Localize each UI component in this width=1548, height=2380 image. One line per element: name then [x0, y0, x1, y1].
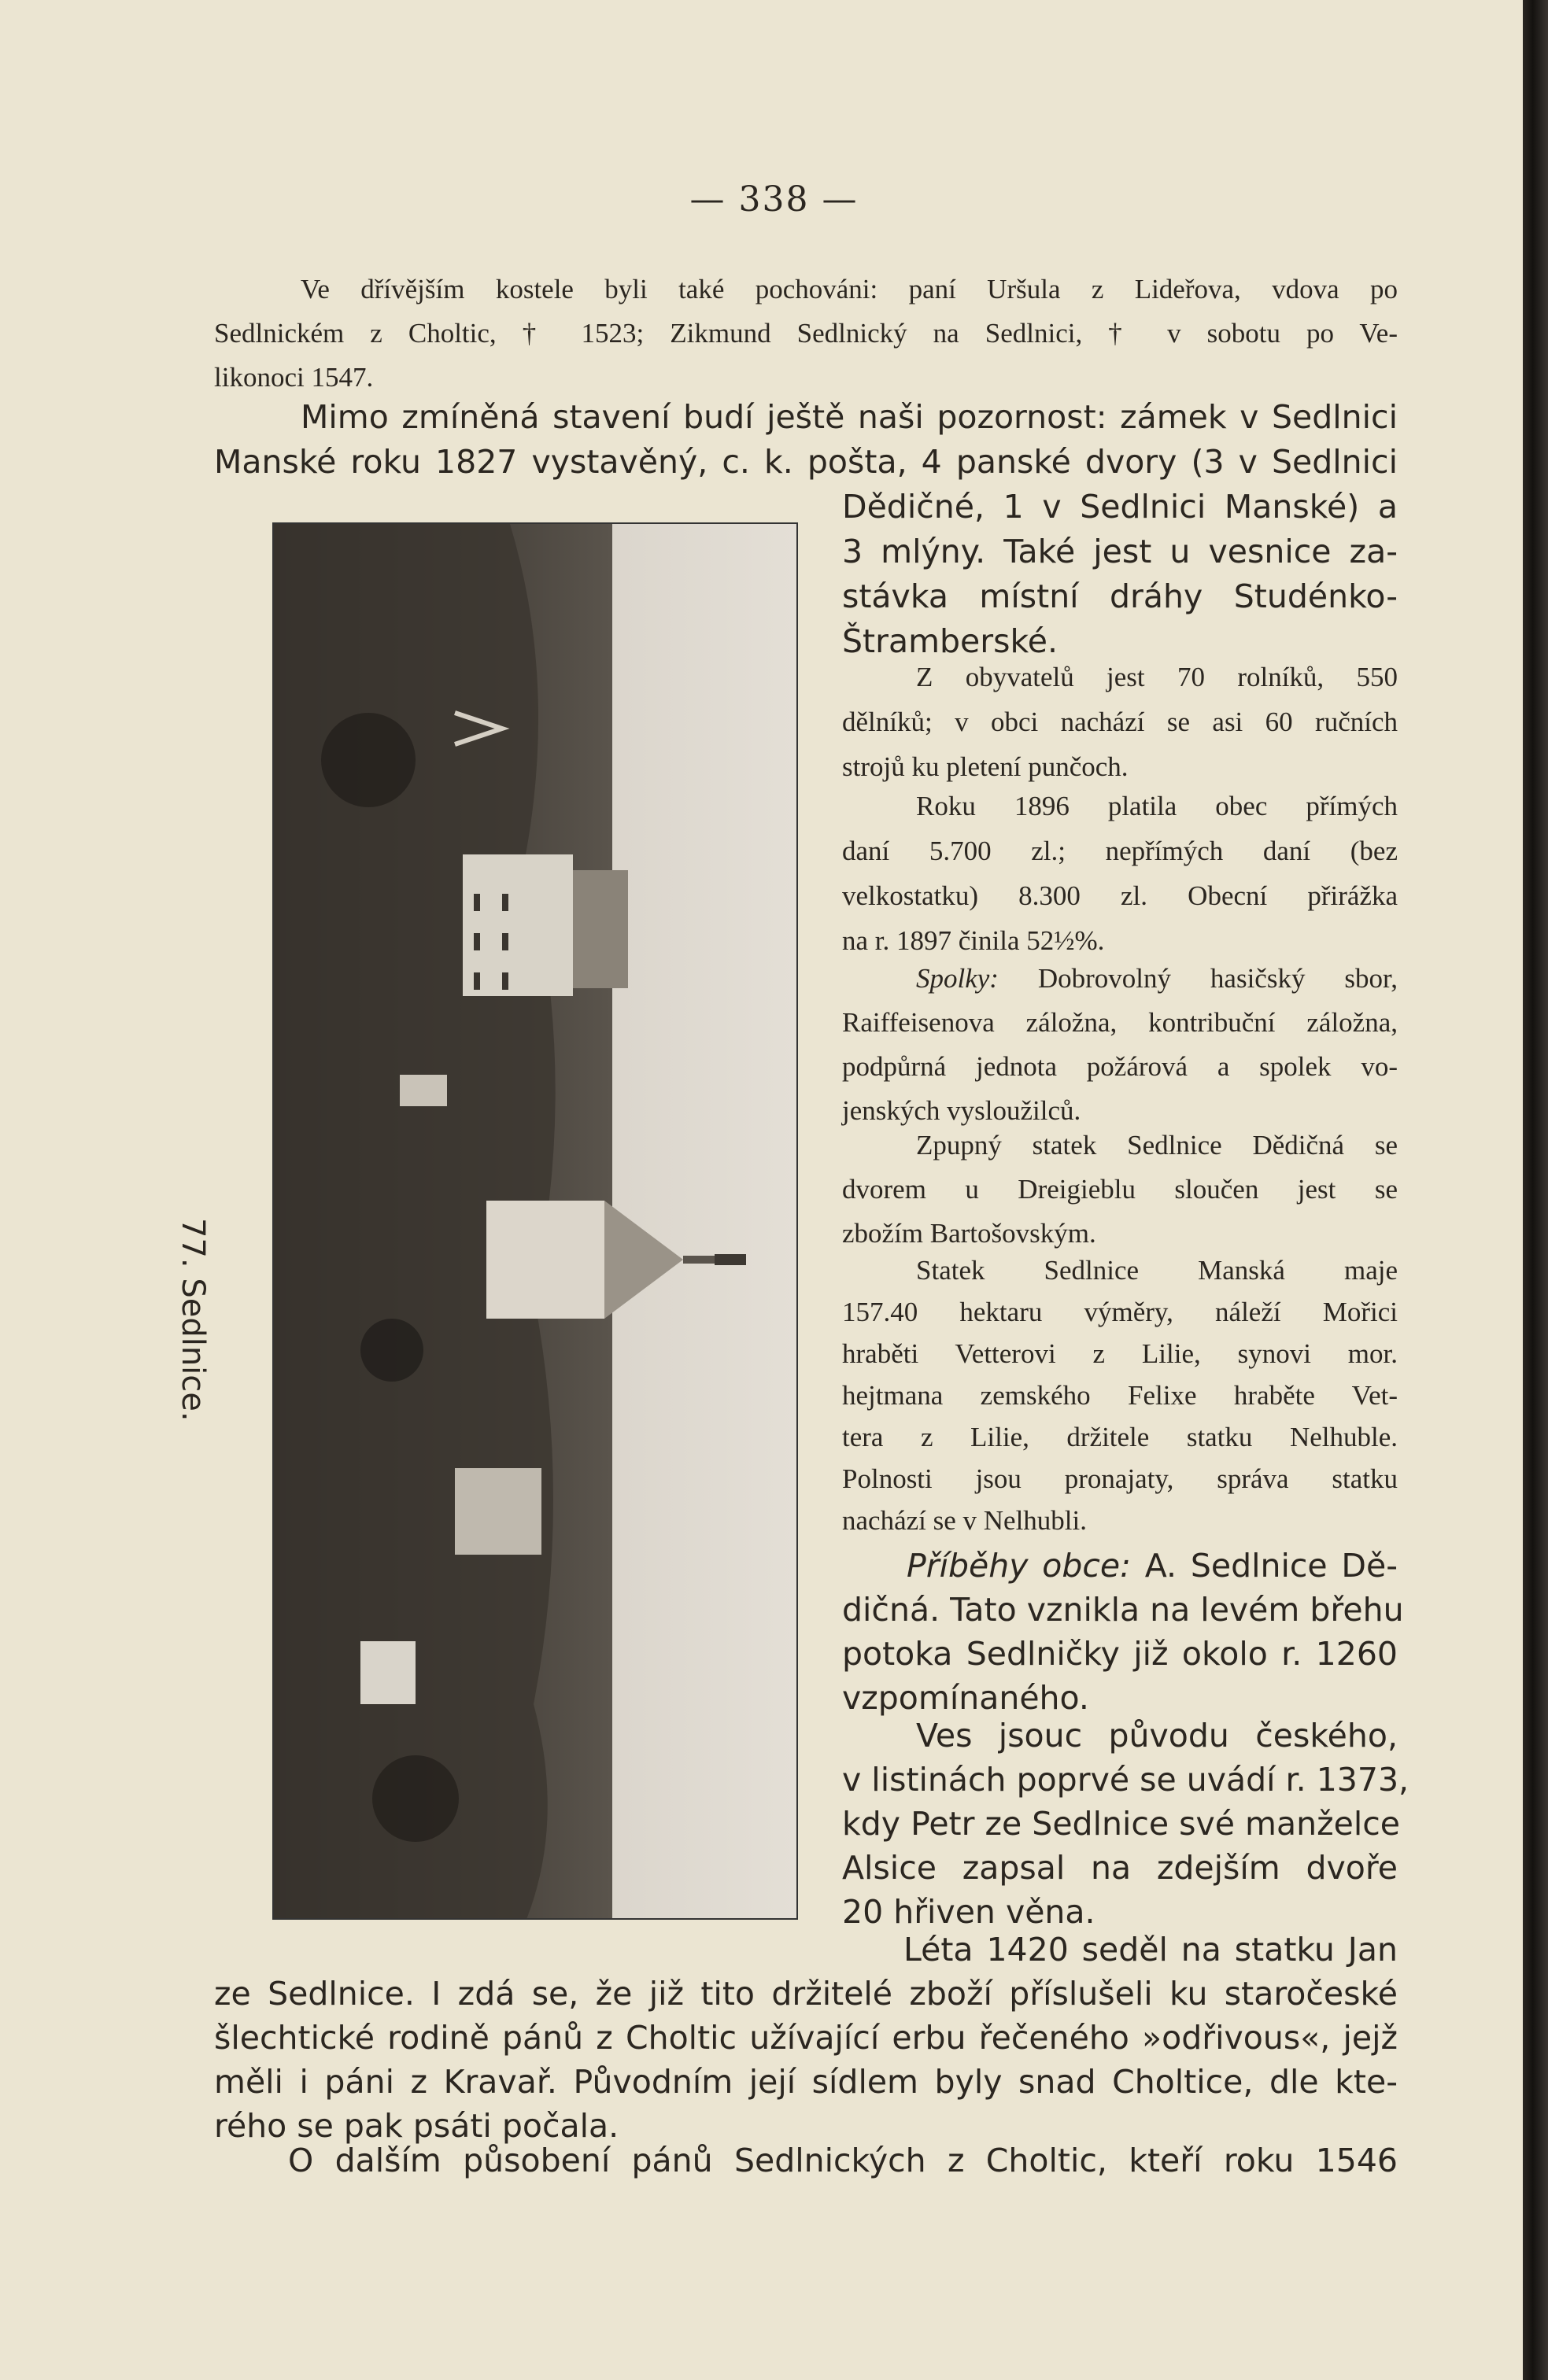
text-line: stávka místní dráhy Studénko- — [842, 577, 1398, 615]
text-line: na r. 1897 činila 52½%. — [842, 925, 1105, 956]
paragraph-taxes — [842, 784, 1398, 963]
text-line: potoka Sedlničky již okolo r. 1260 — [842, 1635, 1398, 1673]
paragraph-buildings-column — [842, 485, 1398, 664]
text-line: Ve dřívějším kostele byli také pochováni: paní Uršula z Lideřova, vdova po — [301, 274, 1398, 304]
paragraph-buildings — [214, 395, 1398, 485]
text-line: velkostatku) 8.300 zl. Obecní přirážka — [842, 880, 1398, 911]
text-line: Roku 1896 platila obec přímých — [916, 791, 1398, 821]
text-line: Léta 1420 seděl na statku Jan — [903, 1931, 1398, 1969]
text-line: Z obyvatelů jest 70 rolníků, 550 — [916, 662, 1398, 692]
pribehy-label: Příběhy obce: — [907, 1547, 1131, 1585]
spolky-text: Dobrovolný hasičský sbor, — [1037, 963, 1398, 994]
text-line: Zpupný statek Sedlnice Dědičná se — [916, 1130, 1398, 1160]
text-line: šlechtické rodině pánů z Choltic užívající erbu řečeného »odřivous«, jejž — [214, 2019, 1398, 2057]
text-line: Statek Sedlnice Manská maje — [916, 1255, 1398, 1286]
text-line: zbožím Bartošovským. — [842, 1218, 1096, 1249]
paragraph-statek — [842, 1249, 1398, 1541]
text-line: Dědičné, 1 v Sedlnici Manské) a — [842, 488, 1398, 526]
text-line: tera z Lilie, držitele statku Nelhuble. — [842, 1422, 1398, 1452]
text-line: jenských vysloužilců. — [842, 1095, 1081, 1126]
book-binding-edge — [1523, 0, 1548, 2380]
village-photograph — [272, 522, 798, 1920]
text-line: 20 hřiven věna. — [842, 1893, 1095, 1931]
text-line — [842, 1544, 1398, 1588]
page-number: — 338 — — [689, 179, 859, 220]
text-line: daní 5.700 zl.; nepřímých daní (bez — [842, 836, 1398, 866]
text-line: Ves jsouc původu českého, — [916, 1717, 1398, 1755]
photo-caption: 77. Sedlnice. — [175, 1218, 211, 1422]
text-line: Sedlnickém z Choltic, † 1523; Zikmund Sedlnický na Sedlnici, † v sobotu po Ve- — [214, 318, 1398, 349]
text-line: strojů ku pletení punčoch. — [842, 751, 1129, 782]
text-line: vzpomínaného. — [842, 1679, 1089, 1717]
text-line: Alsice zapsal na zdejším dvoře — [842, 1849, 1398, 1887]
text-line: kdy Petr ze Sedlnice své manželce — [842, 1805, 1400, 1843]
text-line: v listinách poprvé se uvádí r. 1373, — [842, 1761, 1409, 1799]
text-line: dělníků; v obci nachází se asi 60 ručních — [842, 707, 1398, 737]
paragraph-leta-first-line — [903, 1928, 1398, 1972]
text-line: Raiffeisenova záložna, kontribuční záložna, — [842, 1007, 1398, 1038]
text-line: hraběti Vetterovi z Lilie, synovi mor. — [842, 1338, 1398, 1369]
photo-image — [274, 524, 798, 1920]
paragraph-last — [214, 2138, 1398, 2183]
text-line: hejtmana zemského Felixe hraběte Vet- — [842, 1380, 1398, 1411]
text-line: rého se pak psáti počala. — [214, 2107, 619, 2145]
text-line: Mimo zmíněná stavení budí ještě naši pozornost: zámek v Sedlnici — [301, 398, 1398, 436]
text-line: měli i páni z Kravař. Původním její sídlem byly snad Choltice, dle kte- — [214, 2063, 1398, 2101]
paragraph-pribehy — [842, 1544, 1404, 1720]
text-line: dičná. Tato vznikla na levém břehu — [842, 1591, 1404, 1629]
text-line: 157.40 hektaru výměry, náleží Mořici — [842, 1297, 1398, 1327]
text-line: Polnosti jsou pronajaty, správa statku — [842, 1463, 1398, 1494]
text-line: Manské roku 1827 vystavěný, c. k. pošta, 4 panské dvory (3 v Sedlnici — [214, 443, 1398, 481]
text-line: likonoci 1547. — [214, 362, 374, 393]
paragraph-burial — [214, 268, 1398, 400]
text-line: ze Sedlnice. I zdá se, že již tito držitelé zboží příslušeli ku staročeské — [214, 1975, 1398, 2013]
paragraph-leta — [214, 1972, 1398, 2148]
text-line: Štramberské. — [842, 622, 1058, 660]
text-line: nachází se v Nelhubli. — [842, 1505, 1088, 1536]
paragraph-zpupny — [842, 1124, 1398, 1256]
text-line: 3 mlýny. Také jest u vesnice za- — [842, 533, 1398, 570]
pribehy-text: A. Sedlnice Dě- — [1144, 1547, 1398, 1585]
text-line — [842, 957, 1398, 1001]
text-line: dvorem u Dreigieblu sloučen jest se — [842, 1174, 1398, 1205]
text-line: podpůrná jednota požárová a spolek vo- — [842, 1051, 1398, 1082]
text-line: O dalším působení pánů Sedlnických z Choltic, kteří roku 1546 — [288, 2142, 1398, 2179]
paragraph-population — [842, 655, 1398, 789]
paragraph-spolky — [842, 957, 1398, 1133]
spolky-label: Spolky: — [916, 963, 999, 994]
paragraph-ves — [842, 1714, 1409, 1934]
